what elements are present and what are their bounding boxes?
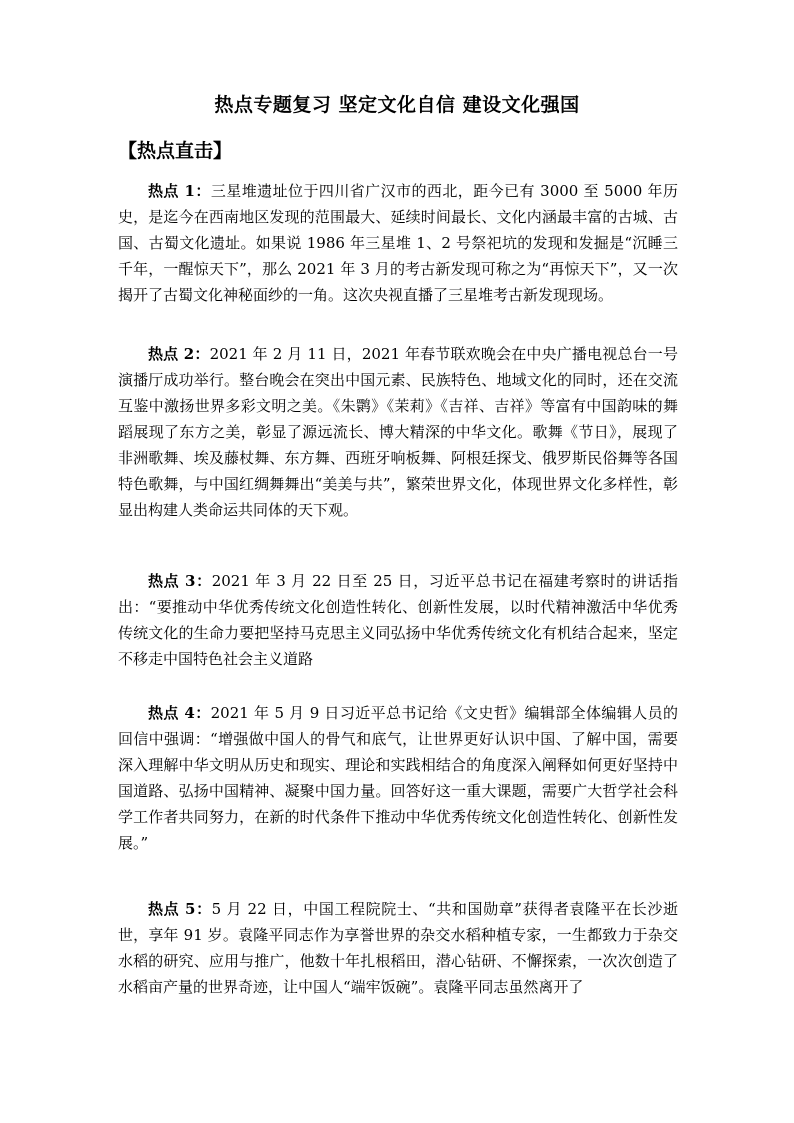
hotspot-text-2: 2021 年 2 月 11 日，2021 年春节联欢晚会在中央广播电视总台一号演播厅成功举行。整台晚会在突出中国元素、民族特色、地域文化的同时，还在交流互鉴中激扬世界多彩文明之美。《朱鹮》《茉莉》《吉祥、吉祥》等富有中国韵味的舞蹈展现了东方之美，彰显了源远流长、博大精深的中华文化。歌舞《节日》，展现了非洲歌舞、埃及藤杖舞、东方舞、西班牙响板舞、阿根廷探戈、俄罗斯民俗舞等各国特色歌舞，与中国红绸舞舞出“美美与共”，繁荣世界文化，体现世界文化多样性，彰显出构建人类命运共同体的天下观。	[118, 345, 678, 519]
hotspot-text-3: 2021 年 3 月 22 日至 25 日，习近平总书记在福建考察时的讲话指出：“要推动中华优秀传统文化创造性转化、创新性发展，以时代精神激活中华优秀传统文化的生命力要把坚持马克思主义同弘扬中华优秀传统文化有机结合起来，坚定不移走中国特色社会主义道路	[118, 572, 678, 668]
hotspot-paragraph-2	[118, 341, 678, 523]
hotspot-text-5: 5 月 22 日，中国工程院院士、“共和国勋章”获得者袁隆平在长沙逝世，享年 91 岁。袁隆平同志作为享誉世界的杂交水稻种植专家，一生都致力于杂交水稻的研究、应用与推广，他数十年扎根稻田，潜心钻研、不懈探索，一次次创造了水稻亩产量的世界奇迹，让中国人“端牢饭碗”。袁隆平同志虽然离开了	[118, 900, 678, 996]
hotspot-paragraph-4	[118, 700, 678, 856]
hotspot-label-2: 热点 2：	[148, 345, 210, 363]
hotspot-paragraph-3	[118, 568, 678, 672]
hotspot-label-3: 热点 3：	[148, 572, 212, 590]
hotspot-text-4: 2021 年 5 月 9 日习近平总书记给《文史哲》编辑部全体编辑人员的回信中强调：“增强做中国人的骨气和底气，让世界更好认识中国、了解中国，需要深入理解中华文明从历史和现实、理论和实践相结合的角度深入阐释如何更好坚持中国道路、弘扬中国精神、凝聚中国力量。回答好这一重大课题，需要广大哲学社会科学工作者共同努力，在新的时代条件下推动中华优秀传统文化创造性转化、创新性发展。”	[118, 704, 678, 852]
hotspot-label-5: 热点 5：	[148, 900, 212, 918]
section-heading: 【热点直击】	[118, 140, 233, 162]
hotspot-paragraph-1	[118, 178, 678, 308]
hotspot-text-1: 三星堆遗址位于四川省广汉市的西北，距今已有 3000 至 5000 年历史，是迄今在西南地区发现的范围最大、延续时间最长、文化内涵最丰富的古城、古国、古蜀文化遗址。如果说 1986 年三星堆 1、2 号祭祀坑的发现和发掘是“沉睡三千年，一醒惊天下”，那么 2021 年 3 月的考古新发现可称之为“再惊天下”，又一次揭开了古蜀文化神秘面纱的一角。这次央视直播了三星堆考古新发现现场。	[118, 182, 678, 304]
hotspot-paragraph-5	[118, 896, 678, 1000]
hotspot-label-4: 热点 4：	[148, 704, 211, 722]
hotspot-label-1: 热点 1：	[148, 182, 211, 200]
page-title: 热点专题复习 坚定文化自信 建设文化强国	[214, 94, 580, 116]
